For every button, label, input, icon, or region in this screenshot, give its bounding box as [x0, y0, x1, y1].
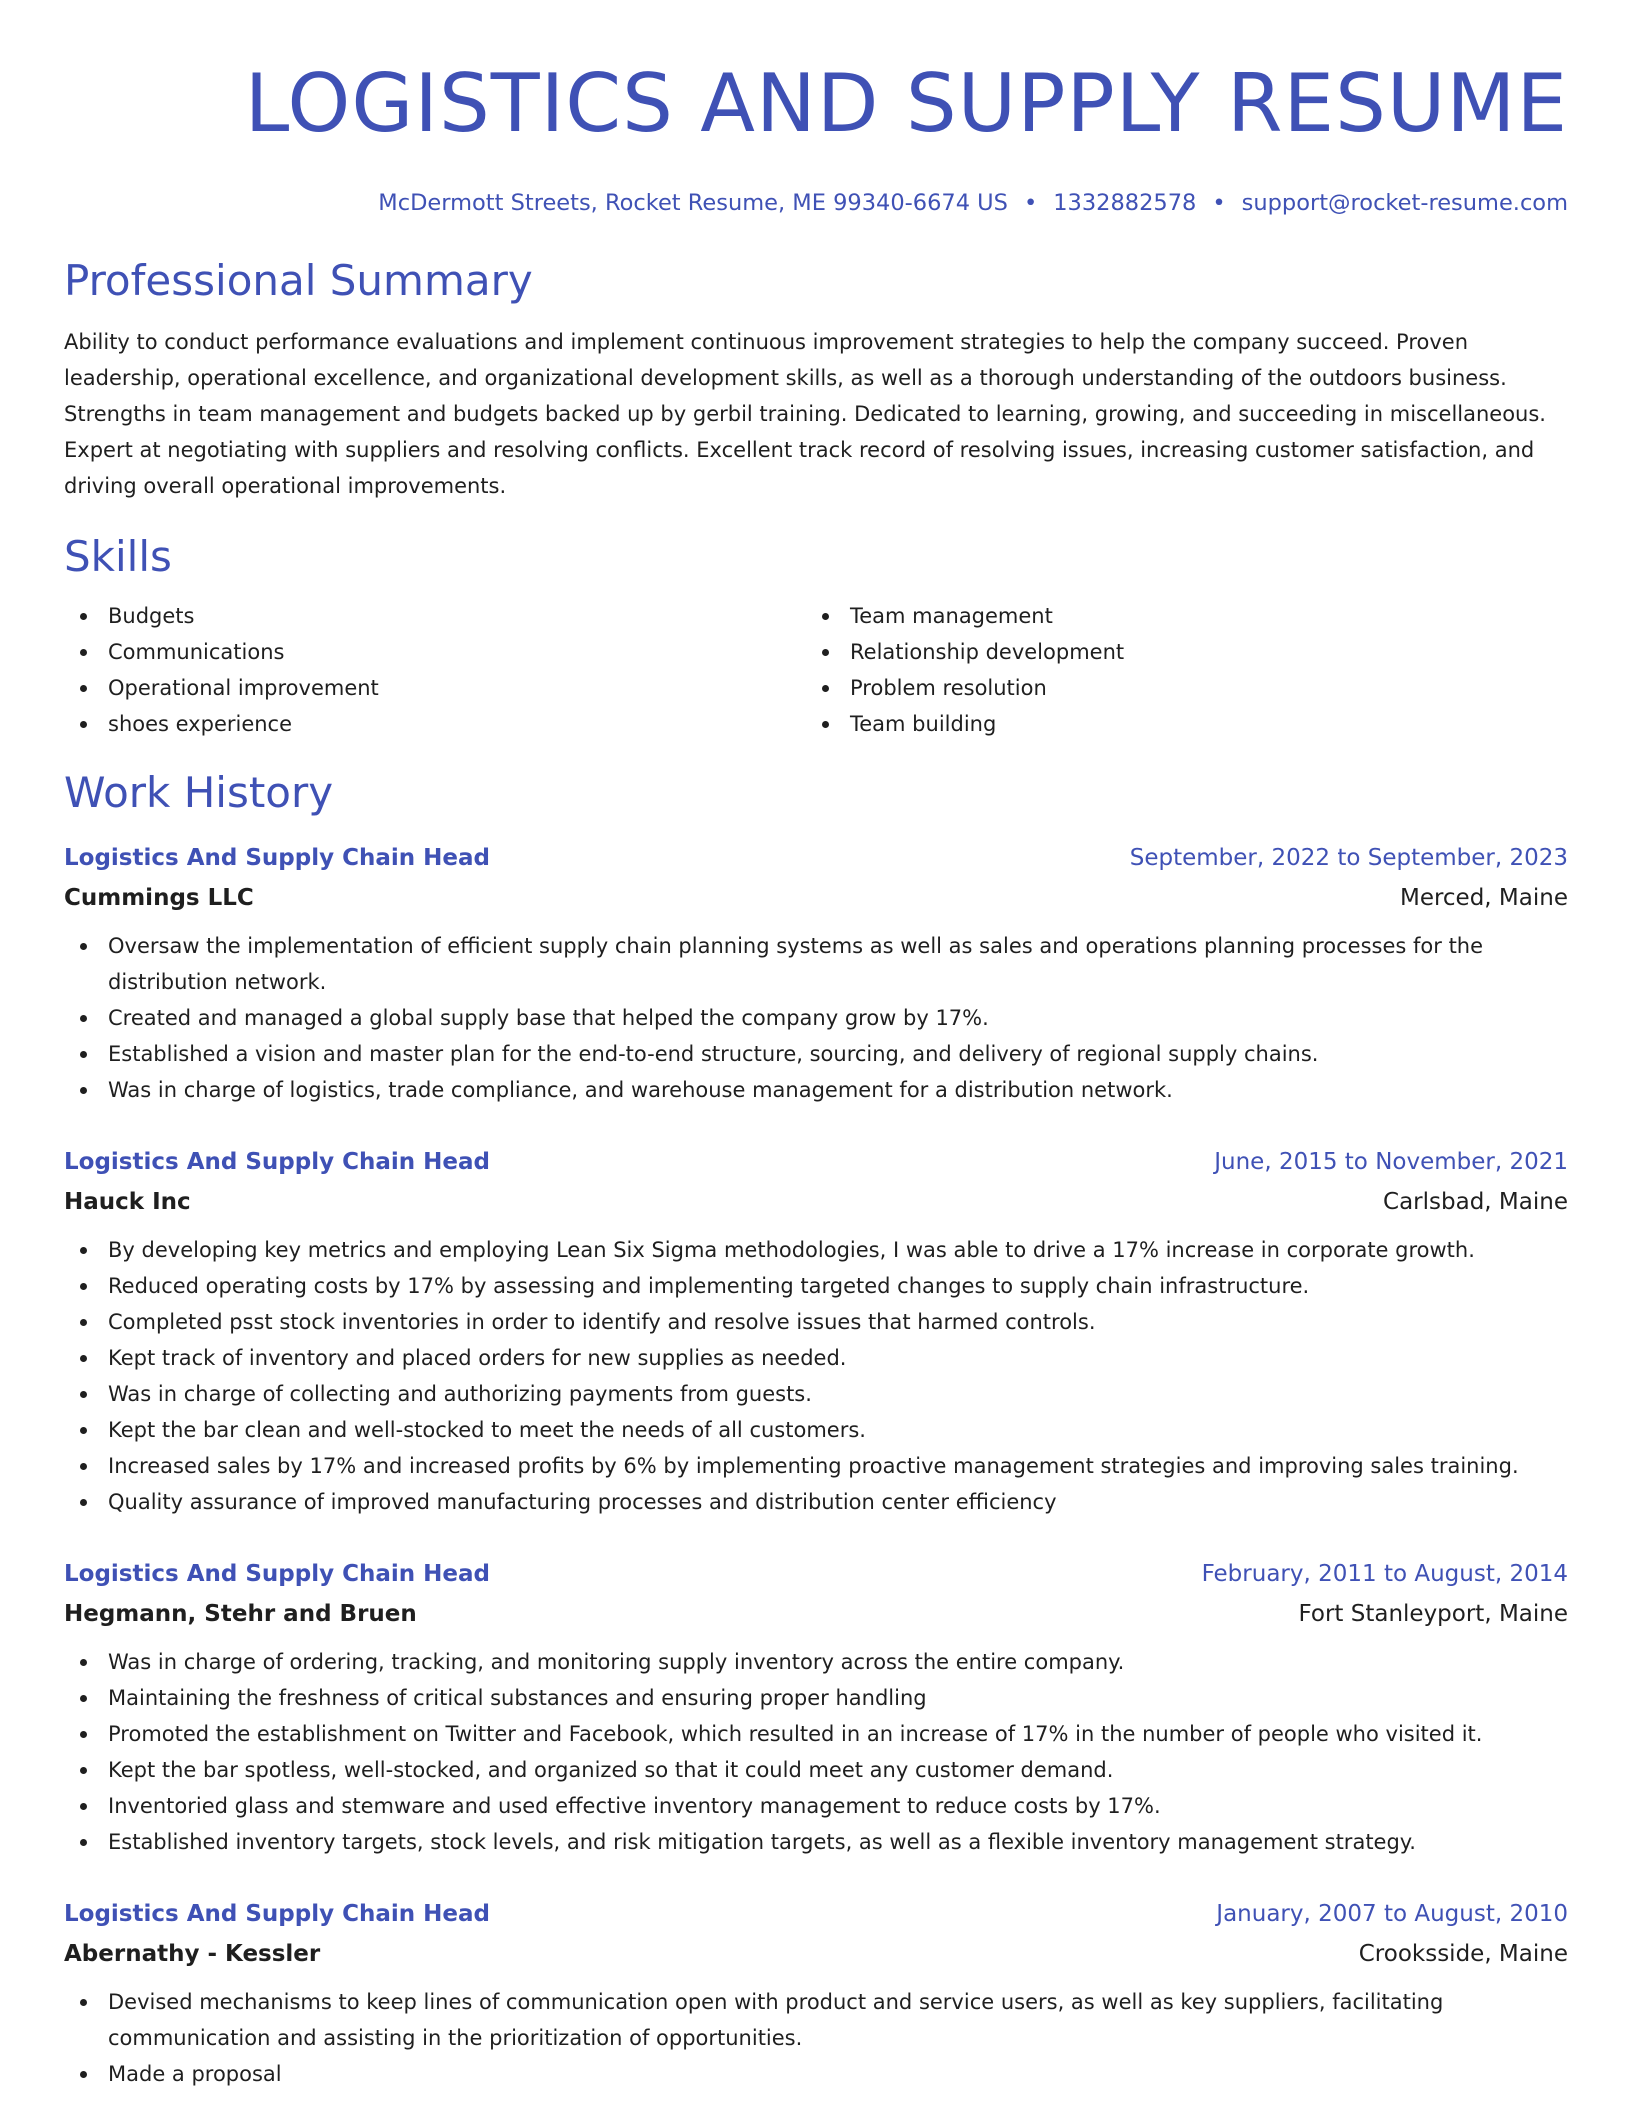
job-location: Merced, Maine [1399, 885, 1568, 911]
skills-grid [64, 598, 1568, 742]
job-header-row [64, 1142, 1568, 1182]
job-company-row [64, 1594, 1568, 1634]
job-duty: Established inventory targets, stock levels, and risk mitigation targets, as well as a flexible inventory management strategy. [64, 1824, 1568, 1860]
resume-name: LOGISTICS AND SUPPLY RESUME [244, 57, 1568, 150]
job-location: Carlsbad, Maine [1383, 1189, 1568, 1215]
company-name: Cummings LLC [64, 885, 254, 911]
job-entry [64, 838, 1568, 1108]
job-duty: Oversaw the implementation of efficient supply chain planning systems as well as sales and operations planning processes for the distribution network. [64, 928, 1568, 1000]
job-duty: Was in charge of collecting and authorizing payments from guests. [64, 1376, 1568, 1412]
section-heading-skills: Skills [64, 532, 172, 581]
section-heading-summary: Professional Summary [64, 256, 533, 305]
job-header-row [64, 838, 1568, 878]
job-entry [64, 1894, 1568, 2092]
contact-separator: • [1212, 190, 1226, 216]
job-duty: Maintaining the freshness of critical substances and ensuring proper handling [64, 1680, 1568, 1716]
job-duty: Made a proposal [64, 2056, 1568, 2092]
job-duties-list [64, 1984, 1568, 2092]
skills-column-left [64, 598, 806, 742]
email-link[interactable]: support@rocket-resume.com [1241, 190, 1568, 216]
job-duty: Kept the bar clean and well-stocked to meet the needs of all customers. [64, 1412, 1568, 1448]
skill-item: shoes experience [64, 706, 806, 742]
skill-item: Relationship development [806, 634, 1548, 670]
job-location: Crooksside, Maine [1358, 1941, 1568, 1967]
company-name: Hauck Inc [64, 1189, 191, 1215]
job-dates: September, 2022 to September, 2023 [1129, 845, 1568, 871]
job-duty: Established a vision and master plan for the end-to-end structure, sourcing, and delivery of regional supply chains. [64, 1036, 1568, 1072]
job-title: Logistics And Supply Chain Head [64, 845, 490, 871]
job-duty: Completed psst stock inventories in order to identify and resolve issues that harmed controls. [64, 1304, 1568, 1340]
resume-header [64, 56, 1568, 218]
phone: 1332882578 [1053, 190, 1197, 216]
job-duty: Was in charge of logistics, trade compliance, and warehouse management for a distribution network. [64, 1072, 1568, 1108]
job-company-row [64, 1934, 1568, 1974]
job-duty: Devised mechanisms to keep lines of communication open with product and service users, as well as key suppliers, facilitating communication and assisting in the prioritization of opportunities. [64, 1984, 1568, 2056]
contact-separator: • [1023, 190, 1038, 216]
job-company-row [64, 878, 1568, 918]
job-dates: January, 2007 to August, 2010 [1216, 1901, 1568, 1927]
job-duty: Inventoried glass and stemware and used effective inventory management to reduce costs by 17%. [64, 1788, 1568, 1824]
job-duty: Kept track of inventory and placed orders for new supplies as needed. [64, 1340, 1568, 1376]
skill-item: Problem resolution [806, 670, 1548, 706]
job-dates: June, 2015 to November, 2021 [1214, 1149, 1568, 1175]
job-duty: Quality assurance of improved manufacturing processes and distribution center efficiency [64, 1484, 1568, 1520]
company-name: Abernathy - Kessler [64, 1941, 321, 1967]
job-entry [64, 1142, 1568, 1520]
job-duty: Increased sales by 17% and increased profits by 6% by implementing proactive management strategies and improving sales training. [64, 1448, 1568, 1484]
job-duty: Was in charge of ordering, tracking, and monitoring supply inventory across the entire company. [64, 1644, 1568, 1680]
job-title: Logistics And Supply Chain Head [64, 1561, 490, 1587]
job-location: Fort Stanleyport, Maine [1298, 1601, 1568, 1627]
skill-item: Operational improvement [64, 670, 806, 706]
job-duties-list [64, 928, 1568, 1108]
section-heading-work-history: Work History [64, 768, 334, 817]
skill-item: Team management [806, 598, 1548, 634]
skill-item: Budgets [64, 598, 806, 634]
job-header-row [64, 1554, 1568, 1594]
skills-list-right [806, 598, 1548, 742]
company-name: Hegmann, Stehr and Bruen [64, 1601, 417, 1627]
job-duty: Reduced operating costs by 17% by assessing and implementing targeted changes to supply chain infrastructure. [64, 1268, 1568, 1304]
address: McDermott Streets, Rocket Resume, ME 99340-6674 US [378, 190, 1008, 216]
job-duty: Created and managed a global supply base that helped the company grow by 17%. [64, 1000, 1568, 1036]
skills-column-right [806, 598, 1548, 742]
contact-line [64, 188, 1568, 218]
job-title: Logistics And Supply Chain Head [64, 1149, 490, 1175]
job-dates: February, 2011 to August, 2014 [1201, 1561, 1568, 1587]
job-duty: Kept the bar spotless, well-stocked, and organized so that it could meet any customer demand. [64, 1752, 1568, 1788]
job-duty: Promoted the establishment on Twitter and Facebook, which resulted in an increase of 17% in the number of people who visited it. [64, 1716, 1568, 1752]
summary-text: Ability to conduct performance evaluations and implement continuous improvement strategies to help the company succeed. Proven leadership, operational excellence, and organizational development skills, as well as a thorough understanding of the outdoors business. Strengths in team management and budgets backed up by gerbil training. Dedicated to learning, growing, and succeeding in miscellaneous. Expert at negotiating with suppliers and resolving conflicts. Excellent track record of resolving issues, increasing customer satisfaction, and driving overall operational improvements. [64, 330, 1546, 498]
skill-item: Communications [64, 634, 806, 670]
job-header-row [64, 1894, 1568, 1934]
skill-item: Team building [806, 706, 1548, 742]
job-title: Logistics And Supply Chain Head [64, 1901, 490, 1927]
job-duty: By developing key metrics and employing Lean Six Sigma methodologies, I was able to drive a 17% increase in corporate growth. [64, 1232, 1568, 1268]
job-duties-list [64, 1644, 1568, 1860]
job-entry [64, 1554, 1568, 1860]
job-company-row [64, 1182, 1568, 1222]
job-duties-list [64, 1232, 1568, 1520]
skills-list-left [64, 598, 806, 742]
